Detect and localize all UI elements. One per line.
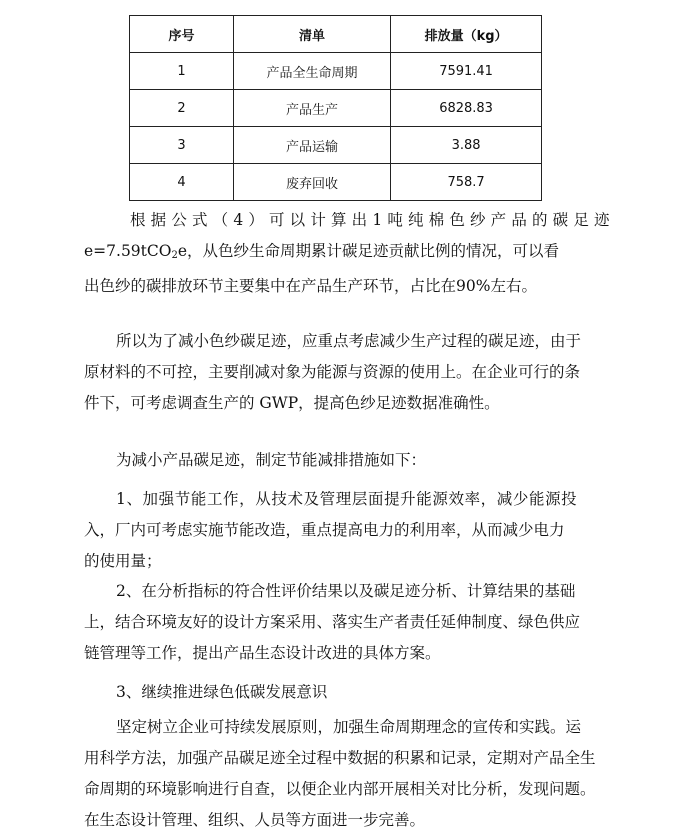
text-line [84, 236, 612, 271]
cell-item: 产品全生命周期 [233, 53, 390, 90]
cell-index: 2 [130, 90, 234, 127]
paragraph-measure-3 [84, 677, 612, 708]
header-index: 序号 [130, 16, 234, 53]
paragraph-measures-intro [84, 445, 612, 476]
text-line: 在生态设计管理、组织、人员等方面进一步完善。 [84, 811, 426, 829]
table-header-row [130, 16, 542, 53]
cell-item: 产品运输 [233, 127, 390, 164]
text-line: 2、在分析指标的符合性评价结果以及碳足迹分析、计算结果的基础 [116, 582, 576, 600]
cell-emission: 758.7 [391, 164, 542, 201]
cell-index: 3 [130, 127, 234, 164]
text-line: 用科学方法，加强产品碳足迹全过程中数据的积累和记录，定期对产品全生 [84, 749, 596, 767]
paragraph-reduction-focus [84, 326, 612, 419]
cell-emission: 7591.41 [391, 53, 542, 90]
cell-item: 产品生产 [233, 90, 390, 127]
paragraph-measure-2 [84, 576, 612, 669]
paragraph-sustainability [84, 712, 612, 836]
table-row [130, 127, 542, 164]
paragraph-carbon-footprint-result [84, 205, 612, 302]
cell-index: 1 [130, 53, 234, 90]
table-row [130, 164, 542, 201]
cell-emission: 3.88 [391, 127, 542, 164]
text-line: 链管理等工作，提出产品生态设计改进的具体方案。 [84, 644, 441, 662]
cell-emission: 6828.83 [391, 90, 542, 127]
text-line: 入，厂内可考虑实施节能改造，重点提高电力的利用率，从而减少电力 [84, 521, 565, 539]
text-line: 坚定树立企业可持续发展原则，加强生命周期理念的宣传和实践。运 [116, 718, 582, 736]
emissions-table [129, 15, 542, 201]
header-emission: 排放量（kg） [391, 16, 542, 53]
text-line: 为减小产品碳足迹，制定节能减排措施如下： [116, 451, 427, 469]
text-line: 原材料的不可控，主要削减对象为能源与资源的使用上。在企业可行的条 [84, 363, 581, 381]
formula-text: e=7.59tCO [84, 242, 172, 260]
text-line: 上，结合环境友好的设计方案采用、落实生产者责任延伸制度、绿色供应 [84, 613, 581, 631]
header-list: 清单 [233, 16, 390, 53]
text-line: 3、继续推进绿色低碳发展意识 [116, 683, 328, 701]
text-line: 件下，可考虑调查生产的 GWP，提高色纱足迹数据准确性。 [84, 394, 500, 412]
text-line: 命周期的环境影响进行自查，以便企业内部开展相关对比分析，发现问题。 [84, 780, 596, 798]
paragraph-measure-1 [84, 484, 612, 577]
cell-item: 废弃回收 [233, 164, 390, 201]
text-line: 出色纱的碳排放环节主要集中在产品生产环节，占比在90%左右。 [84, 277, 537, 295]
text-fragment: e，从色纱生命周期累计碳足迹贡献比例的情况，可以看 [177, 242, 560, 260]
formula-subscript: 2 [171, 250, 178, 261]
cell-index: 4 [130, 164, 234, 201]
text-line: 根据公式（4）可以计算出1吨纯棉色纱产品的碳足迹 [130, 211, 612, 229]
text-line: 所以为了减小色纱碳足迹，应重点考虑减少生产过程的碳足迹，由于 [116, 332, 582, 350]
text-line: 1、加强节能工作，从技术及管理层面提升能源效率，减少能源投 [116, 490, 578, 508]
table-row [130, 90, 542, 127]
table-row [130, 53, 542, 90]
text-line: 的使用量； [84, 552, 162, 570]
